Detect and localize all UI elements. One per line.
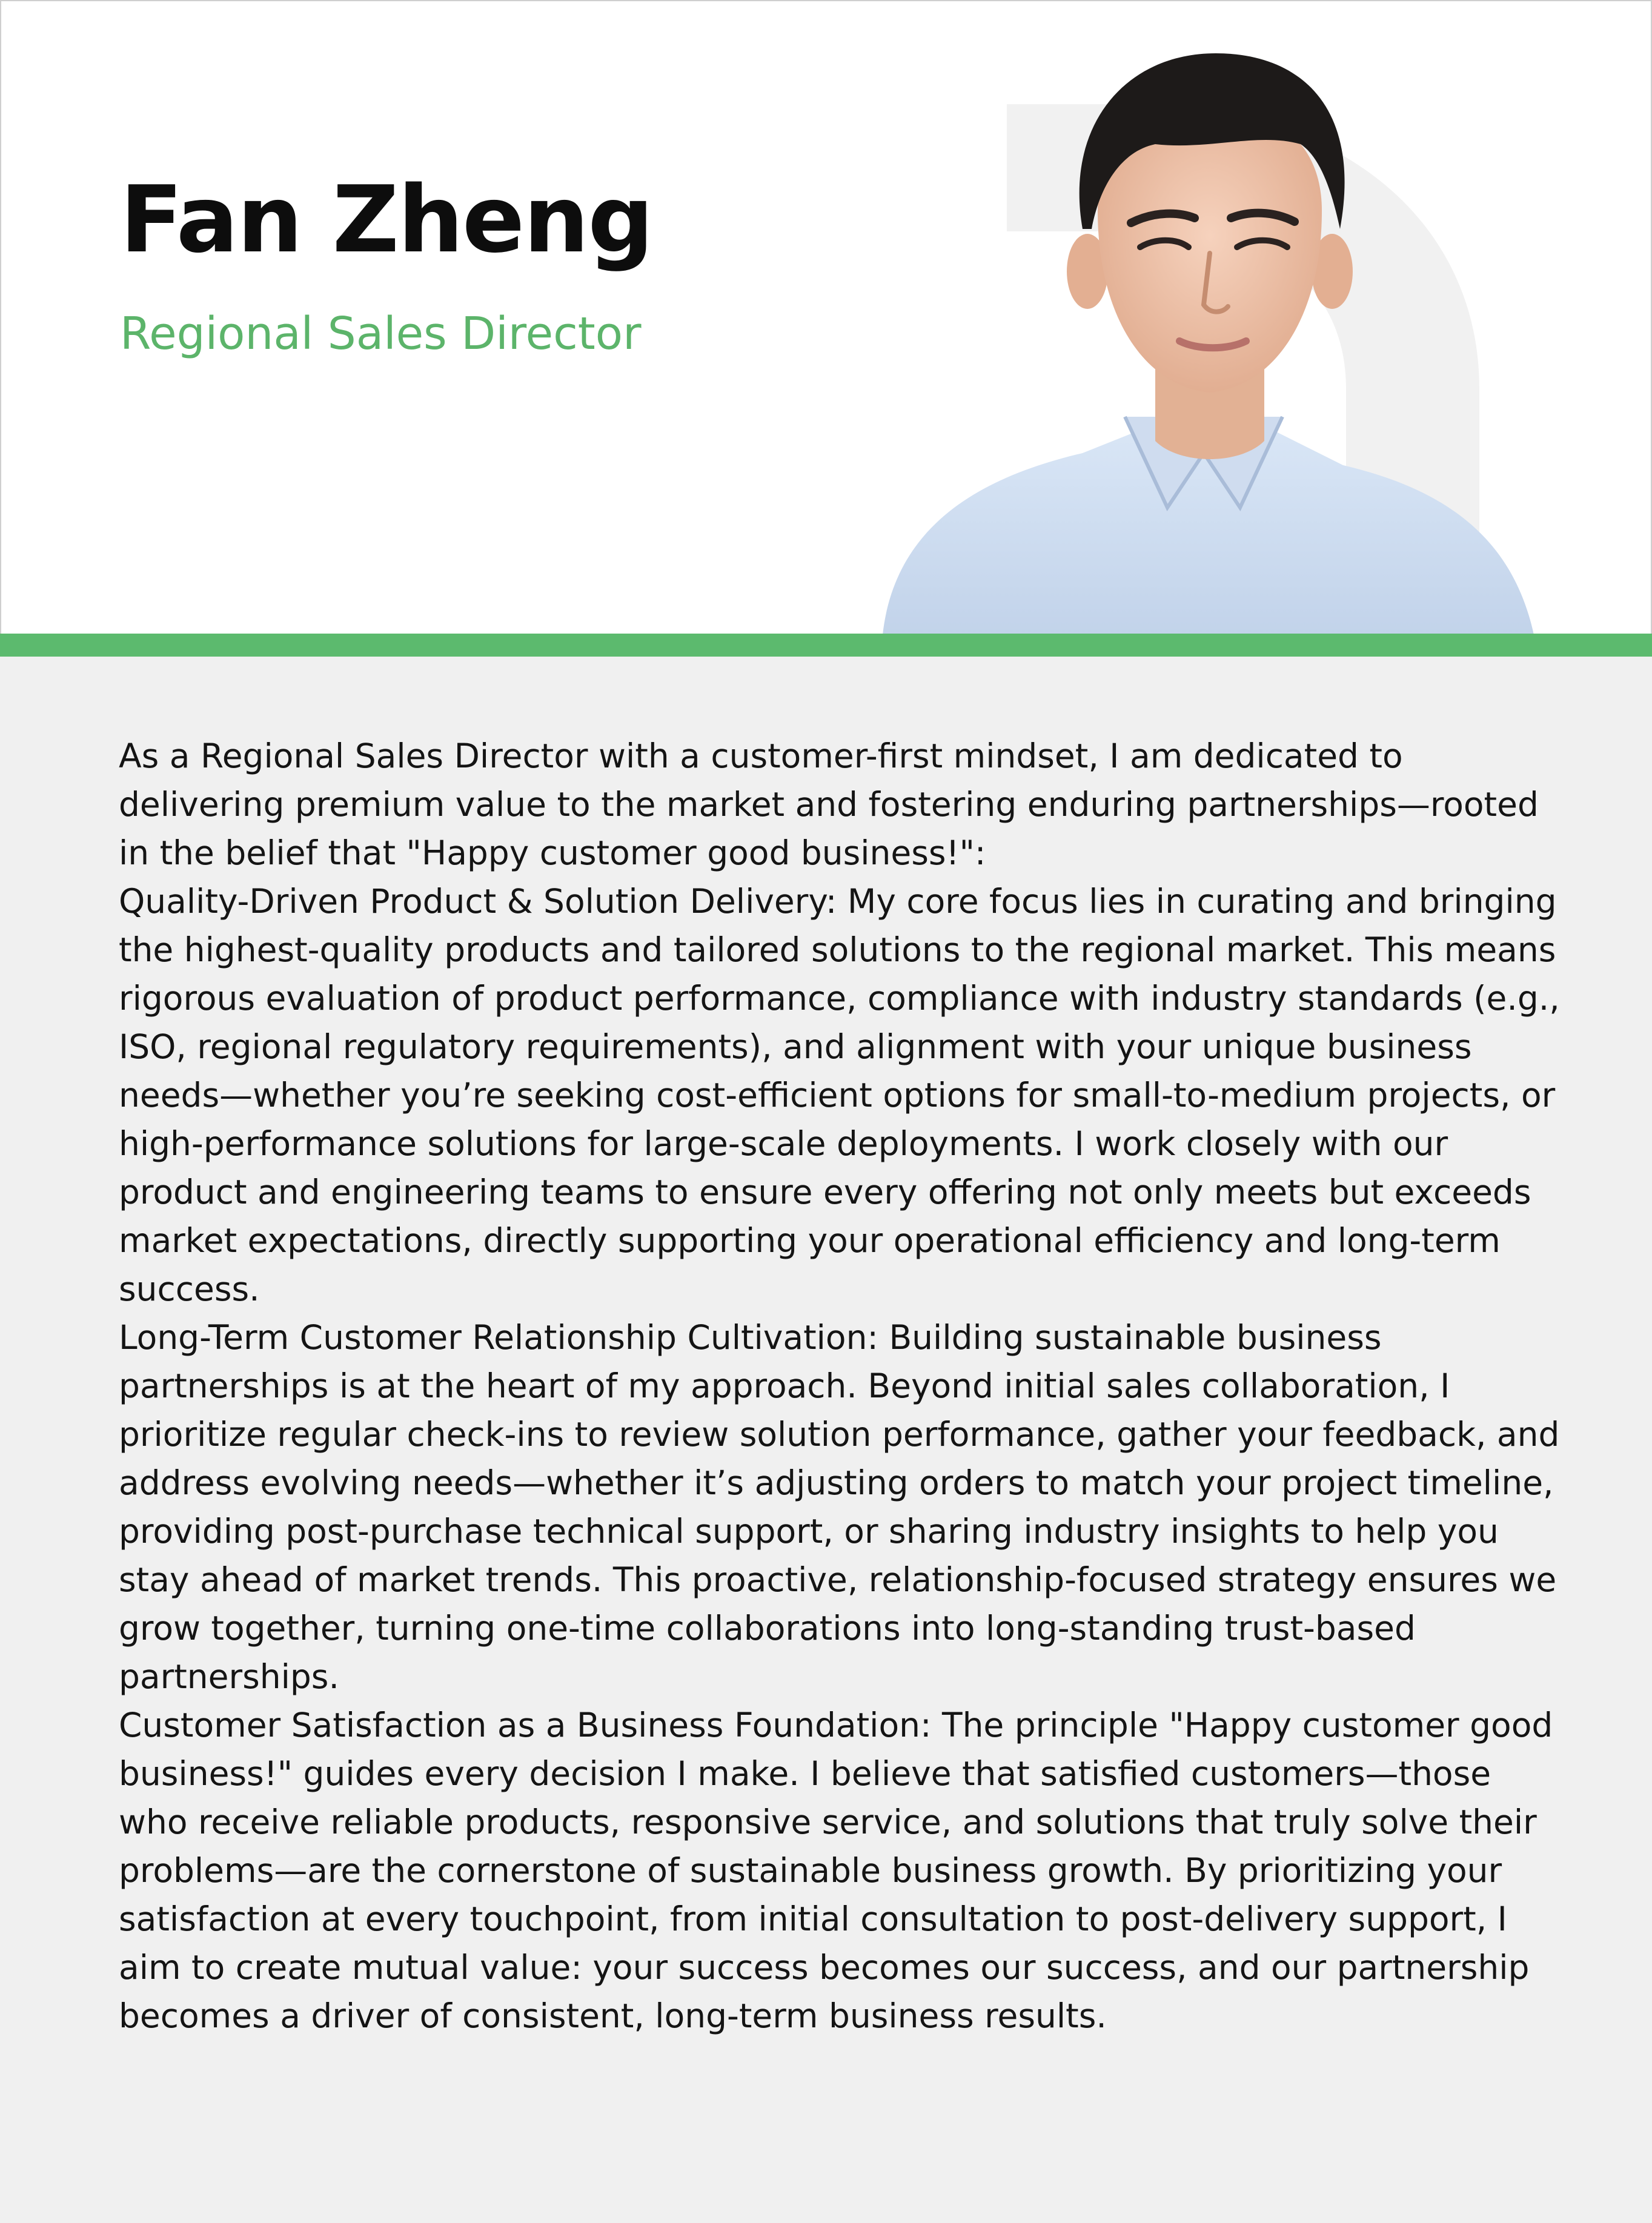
bio-relationship-cultivation: Long-Term Customer Relationship Cultivation: Building sustainable business partnerships is at the heart of my approach. Beyond initial sales collaboration, I prioritize regular check-ins to review solution performance, gather your feedback, and address evolving needs—whether it’s adjusting orders to match your project timeline, providing post-purchase technical support, or sharing industry insights to help you stay ahead of market trends. This proactive, relationship-focused strategy ensures we grow together, turning one-time collaborations into long-standing trust-based partnerships. [119, 1318, 1560, 1696]
bio-customer-satisfaction: Customer Satisfaction as a Business Foundation: The principle "Happy customer good business!" guides every decision I make. I believe that satisfied customers—those who receive reliable products, responsive service, and solutions that truly solve their problems—are the cornerstone of sustainable business growth. By prioritizing your satisfaction at every touchpoint, from initial consultation to post-delivery support, I aim to create mutual value: your success becomes our success, and our partnership becomes a driver of consistent, long-term business results. [119, 1706, 1553, 2035]
bio-text [119, 732, 1561, 2040]
accent-divider [0, 634, 1652, 657]
portrait-photo [883, 29, 1537, 634]
bio-intro: As a Regional Sales Director with a customer-first mindset, I am dedicated to delivering premium value to the market and fostering enduring partnerships—rooted in the belief that "Happy customer good business!": [119, 737, 1539, 872]
person-name: Fan Zheng [120, 166, 653, 273]
job-title: Regional Sales Director [120, 308, 642, 360]
bio-quality-delivery: Quality-Driven Product & Solution Delivery: My core focus lies in curating and bringing the highest-quality products and tailored solutions to the regional market. This means rigorous evaluation of product performance, compliance with industry standards (e.g., ISO, regional regulatory requirements), and alignment with your unique business needs—whether you’re seeking cost-efficient options for small-to-medium projects, or high-performance solutions for large-scale deployments. I work closely with our product and engineering teams to ensure every offering not only meets but exceeds market expectations, directly supporting your operational efficiency and long-term success. [119, 882, 1560, 1308]
profile-header [0, 0, 1652, 634]
